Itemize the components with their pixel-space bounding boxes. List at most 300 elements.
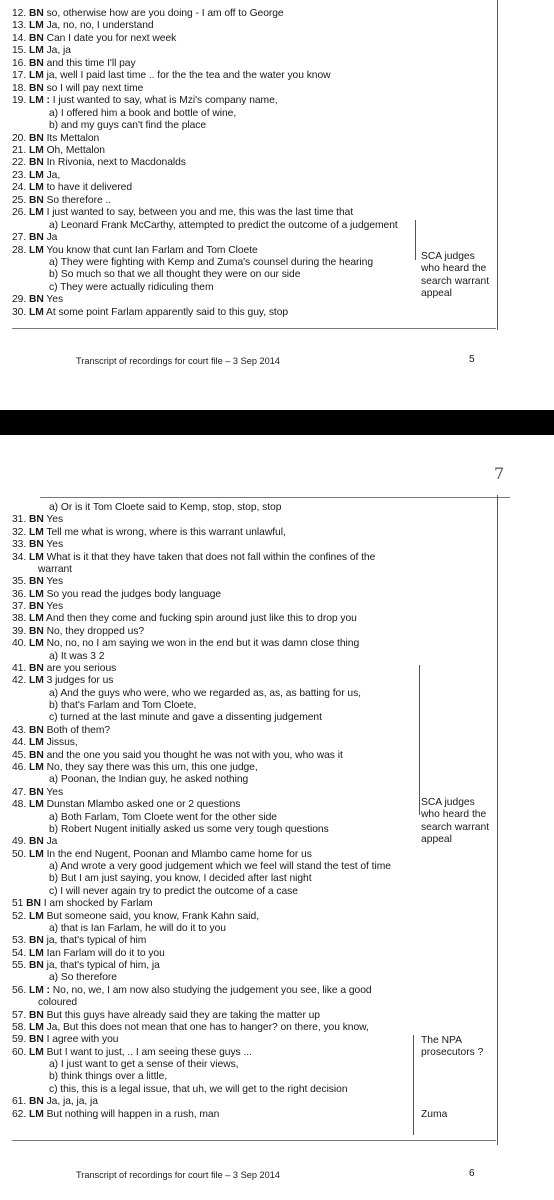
transcript-line xyxy=(12,170,60,182)
speaker-label: BN xyxy=(28,82,44,94)
line-number: a) xyxy=(49,502,59,513)
rule xyxy=(12,328,496,329)
transcript-line xyxy=(12,294,63,306)
margin-note-line: Zuma xyxy=(421,1109,448,1120)
line-number: 39. xyxy=(12,625,27,637)
transcript-line xyxy=(49,220,398,232)
speaker-label: LM xyxy=(28,207,44,219)
line-number: 42. xyxy=(12,675,27,687)
transcript-line xyxy=(12,1109,219,1121)
line-text: Ja, xyxy=(46,169,61,181)
transcript-line xyxy=(12,58,136,70)
line-number: c) xyxy=(49,1083,58,1095)
transcript-line xyxy=(12,245,258,257)
line-text: So you read the judges body language xyxy=(46,588,222,600)
speaker-label: BN xyxy=(26,898,41,910)
speaker-label: LM xyxy=(28,613,44,625)
speaker-label: LM xyxy=(28,910,44,922)
line-text: Yes xyxy=(46,601,64,613)
transcript-line xyxy=(12,95,278,107)
transcript-line xyxy=(49,873,312,885)
margin-note-line: search warrant xyxy=(421,275,490,287)
transcript-line xyxy=(12,539,63,551)
line-number: b) xyxy=(49,1071,59,1083)
transcript-line xyxy=(38,564,72,576)
transcript-line xyxy=(49,812,277,824)
line-text: Leonard Frank McCarthy, attempted to predict the outcome of a judgement xyxy=(60,219,398,231)
page-corner-mark: 7 xyxy=(494,464,505,483)
transcript-line xyxy=(49,923,226,935)
transcript-line xyxy=(12,195,111,207)
line-text: It was 3 2 xyxy=(60,650,105,662)
speaker-label: BN xyxy=(28,749,44,761)
line-number: 34. xyxy=(12,551,27,563)
speaker-label: LM xyxy=(28,1046,44,1058)
speaker-label: BN xyxy=(28,57,44,69)
line-number: a) xyxy=(49,861,59,873)
margin-note-line: who heard the xyxy=(421,809,487,821)
margin-note-line: who heard the xyxy=(421,263,487,275)
line-text: I am shocked by Farlam xyxy=(43,898,153,910)
line-number: 13. xyxy=(12,20,27,32)
line-text: And wrote a very good judgement which we feel will stand the test of time xyxy=(60,861,391,873)
line-number: 27. xyxy=(12,232,27,244)
margin-rule xyxy=(497,495,498,1145)
transcript-line xyxy=(49,824,329,836)
line-number: c) xyxy=(49,281,58,293)
transcript-line xyxy=(12,737,78,749)
line-number: 15. xyxy=(12,45,27,57)
line-number: b) xyxy=(49,269,59,281)
line-number: c) xyxy=(49,885,58,897)
transcript-line xyxy=(12,849,312,861)
line-number: a) xyxy=(49,922,59,934)
speaker-label: LM xyxy=(28,526,44,538)
line-text: You know that cunt Ian Farlam and Tom Cloete xyxy=(46,244,258,256)
line-text: Dunstan Mlambo asked one or 2 questions xyxy=(46,799,241,811)
margin-note xyxy=(421,251,489,301)
transcript-line xyxy=(49,1059,239,1071)
line-text: I offered him a book and bottle of wine, xyxy=(60,107,237,119)
line-number: 43. xyxy=(12,724,27,736)
line-text: warrant xyxy=(38,563,72,575)
line-text: No, they dropped us? xyxy=(46,625,145,637)
speaker-label: LM xyxy=(28,144,44,156)
speaker-label: BN xyxy=(28,232,44,244)
line-number: 56. xyxy=(12,984,27,996)
transcript-line xyxy=(12,935,146,947)
line-text: and my guys can't find the place xyxy=(60,120,207,132)
transcript-line xyxy=(49,972,117,984)
line-number: b) xyxy=(49,120,59,132)
margin-note-line: appeal xyxy=(421,834,452,846)
line-number: a) xyxy=(49,972,59,984)
speaker-label: BN xyxy=(28,1096,44,1108)
line-number: a) xyxy=(49,1059,59,1071)
transcript-line xyxy=(12,232,57,244)
line-number: 32. xyxy=(12,526,27,538)
line-number: a) xyxy=(49,107,59,119)
line-number: a) xyxy=(49,811,59,823)
transcript-line xyxy=(12,33,176,45)
line-text: coloured xyxy=(38,997,78,1009)
transcript-line xyxy=(12,725,110,737)
line-text: I just wanted to say, between you and me, this was the last time that xyxy=(46,207,354,219)
line-number: a) xyxy=(49,219,59,231)
speaker-label: BN xyxy=(28,1009,44,1021)
line-number: 24. xyxy=(12,182,27,194)
line-text: But I am just saying, you know, I decided after last night xyxy=(60,873,312,885)
speaker-label: LM xyxy=(28,70,44,82)
line-text: I will never again try to predict the outcome of a case xyxy=(60,885,298,897)
transcript-line xyxy=(49,108,236,120)
line-number: 23. xyxy=(12,169,27,181)
transcript-line xyxy=(12,663,116,675)
speaker-label: BN xyxy=(28,836,44,848)
line-number: 25. xyxy=(12,194,27,206)
line-text: No, no, we, I am now also studying the judgement you see, like a good xyxy=(52,984,372,996)
line-text: But nothing will happen in a rush, man xyxy=(46,1108,220,1120)
speaker-label: BN xyxy=(28,786,44,798)
transcript-line xyxy=(38,997,77,1009)
line-number: 60. xyxy=(12,1046,27,1058)
transcript-line xyxy=(12,799,240,811)
speaker-label: BN xyxy=(28,662,44,674)
transcript-line xyxy=(49,651,104,663)
line-text: that is Ian Farlam, he will do it to you xyxy=(60,922,226,934)
line-number: 22. xyxy=(12,157,27,169)
line-text: ja, that's typical of him, ja xyxy=(46,960,160,972)
line-number: 51 xyxy=(12,898,24,910)
line-text: Ja xyxy=(46,232,58,244)
speaker-label: LM xyxy=(28,761,44,773)
line-number: a) xyxy=(49,687,59,699)
speaker-label: BN xyxy=(28,194,44,206)
line-number: 55. xyxy=(12,960,27,972)
transcript-line xyxy=(12,985,372,997)
line-text: are you serious xyxy=(46,662,117,674)
line-text: Yes xyxy=(46,539,64,551)
line-text: 3 judges for us xyxy=(46,675,114,687)
transcript-line xyxy=(12,1010,320,1022)
line-text: In Rivonia, next to Macdonalds xyxy=(46,157,186,169)
speaker-label: BN xyxy=(28,514,44,526)
line-text: No, no, no I am saying we won in the end but it was damn close thing xyxy=(46,638,360,650)
transcript-line xyxy=(12,1047,252,1059)
line-number: a) xyxy=(49,774,59,786)
line-text: Both of them? xyxy=(46,724,111,736)
line-text: Ja, ja xyxy=(46,45,71,57)
speaker-label: LM xyxy=(28,848,44,860)
line-number: 16. xyxy=(12,57,27,69)
line-text: So much so that we all thought they were on our side xyxy=(60,269,301,281)
margin-rule xyxy=(413,1035,414,1135)
transcript-line xyxy=(49,712,322,724)
line-text: What is it that they have taken that does not fall within the confines of the xyxy=(46,551,376,563)
transcript-line xyxy=(12,638,359,650)
margin-rule xyxy=(419,665,420,815)
speaker-label: BN xyxy=(28,576,44,588)
transcript-line xyxy=(12,552,375,564)
line-text: So therefore xyxy=(60,972,117,984)
line-number: 62. xyxy=(12,1108,27,1120)
speaker-label: BN xyxy=(28,32,44,44)
line-number: 29. xyxy=(12,294,27,306)
transcript-line xyxy=(12,83,143,95)
transcript-line xyxy=(12,527,286,539)
line-number: a) xyxy=(49,650,59,662)
line-number: 31. xyxy=(12,514,27,526)
transcript-page-5 xyxy=(0,0,554,410)
transcript-line xyxy=(49,688,361,700)
line-number: 28. xyxy=(12,244,27,256)
transcript-line xyxy=(12,133,99,145)
transcript-line xyxy=(12,898,153,910)
transcript-line xyxy=(49,269,300,281)
speaker-label: BN xyxy=(28,294,44,306)
line-text: I just want to get a sense of their views, xyxy=(60,1059,239,1071)
line-text: Yes xyxy=(46,576,64,588)
line-number: a) xyxy=(49,257,59,268)
transcript-line xyxy=(49,861,391,873)
speaker-label: LM : xyxy=(28,95,50,107)
line-number: b) xyxy=(49,823,59,835)
line-text: But this guys have already said they are taking the matter up xyxy=(46,1009,320,1021)
line-text: to have it delivered xyxy=(46,182,133,194)
rule xyxy=(12,1140,496,1141)
line-number: b) xyxy=(49,873,59,885)
line-number: 14. xyxy=(12,32,27,44)
line-text: Yes xyxy=(46,294,64,306)
line-number: 61. xyxy=(12,1096,27,1108)
line-number: 18. xyxy=(12,82,27,94)
line-text: Its Mettalon xyxy=(46,132,100,144)
line-text: Jissus, xyxy=(46,737,78,749)
margin-note-line: prosecutors ? xyxy=(421,1047,484,1059)
transcript-line xyxy=(12,589,221,601)
speaker-label: BN xyxy=(28,1034,44,1046)
line-number: 12. xyxy=(12,8,27,19)
line-text: Ja, But this does not mean that one has to hanger? on there, you know, xyxy=(46,1021,369,1033)
speaker-label: BN xyxy=(28,625,44,637)
transcript-line xyxy=(49,120,206,132)
speaker-label: BN xyxy=(28,539,44,551)
line-text: Can I date you for next week xyxy=(46,32,177,44)
transcript-line xyxy=(12,70,331,82)
page-footer: Transcript of recordings for court file – 3 Sep 2014 xyxy=(76,1170,280,1180)
margin-rule xyxy=(415,220,416,260)
line-text: Ja, no, no, I understand xyxy=(46,20,154,32)
line-text: But someone said, you know, Frank Kahn said, xyxy=(46,910,260,922)
transcript-line xyxy=(12,762,258,774)
line-number: 36. xyxy=(12,588,27,600)
speaker-label: LM xyxy=(28,244,44,256)
line-number: b) xyxy=(49,700,59,712)
line-number: 21. xyxy=(12,144,27,156)
speaker-label: LM xyxy=(28,20,44,32)
line-number: 54. xyxy=(12,947,27,959)
line-text: Ian Farlam will do it to you xyxy=(46,947,165,959)
margin-note-line: The NPA xyxy=(421,1035,463,1046)
line-text: this, this is a legal issue, that uh, we will get to the right decision xyxy=(60,1083,348,1095)
line-number: 53. xyxy=(12,935,27,947)
line-number: 45. xyxy=(12,749,27,761)
transcript-line xyxy=(49,1071,167,1083)
speaker-label: BN xyxy=(28,960,44,972)
line-number: 41. xyxy=(12,662,27,674)
line-text: But I want to just, .. I am seeing these guys ... xyxy=(46,1046,252,1058)
margin-note-line: search warrant xyxy=(421,821,490,833)
line-number: 35. xyxy=(12,576,27,588)
transcript-line xyxy=(12,613,357,625)
speaker-label: LM : xyxy=(28,984,50,996)
transcript-line xyxy=(12,20,154,32)
speaker-label: BN xyxy=(28,132,44,144)
line-number: 49. xyxy=(12,836,27,848)
transcript-line xyxy=(12,307,288,319)
line-text: Oh, Mettalon xyxy=(46,144,105,156)
speaker-label: LM xyxy=(28,799,44,811)
margin-note-line: SCA judges xyxy=(421,797,475,808)
transcript-line xyxy=(12,1034,118,1046)
line-text: Tell me what is wrong, where is this warrant unlawful, xyxy=(46,526,286,538)
page-footer: Transcript of recordings for court file – 3 Sep 2014 xyxy=(76,356,280,366)
transcript-line xyxy=(49,502,281,514)
line-text: and this time I'll pay xyxy=(46,57,136,69)
line-text: They were actually ridiculing them xyxy=(60,281,214,293)
speaker-label: LM xyxy=(28,638,44,650)
speaker-label: BN xyxy=(28,935,44,947)
line-text: that's Farlam and Tom Cloete, xyxy=(60,700,197,712)
transcript-line xyxy=(12,750,343,762)
rule xyxy=(40,497,510,498)
speaker-label: LM xyxy=(28,588,44,600)
line-text: ja, well I paid last time .. for the the tea and the water you know xyxy=(46,70,331,82)
page-number: 6 xyxy=(469,1168,475,1179)
line-number: 46. xyxy=(12,761,27,773)
transcript-line xyxy=(12,787,63,799)
transcript-line xyxy=(12,911,259,923)
line-number: 44. xyxy=(12,737,27,749)
line-number: 30. xyxy=(12,306,27,318)
transcript-line xyxy=(49,774,248,786)
margin-rule xyxy=(497,0,498,330)
transcript-line xyxy=(49,700,196,712)
speaker-label: LM xyxy=(28,1108,44,1120)
transcript-line xyxy=(12,207,353,219)
line-number: 26. xyxy=(12,207,27,219)
line-text: turned at the last minute and gave a dissenting judgement xyxy=(60,712,322,724)
speaker-label: LM xyxy=(28,169,44,181)
transcript-line xyxy=(12,8,284,20)
line-text: At some point Farlam apparently said to this guy, stop xyxy=(46,306,289,318)
line-text: I agree with you xyxy=(46,1034,119,1046)
transcript-line xyxy=(49,282,214,294)
speaker-label: BN xyxy=(28,8,44,19)
speaker-label: LM xyxy=(28,182,44,194)
line-number: 33. xyxy=(12,539,27,551)
speaker-label: LM xyxy=(28,306,44,318)
line-number: 47. xyxy=(12,786,27,798)
speaker-label: LM xyxy=(28,947,44,959)
line-number: 40. xyxy=(12,638,27,650)
transcript-line xyxy=(12,157,186,169)
line-text: Yes xyxy=(46,786,64,798)
line-number: 58. xyxy=(12,1021,27,1033)
transcript-line xyxy=(12,960,160,972)
transcript-line xyxy=(12,145,105,157)
margin-note-line: appeal xyxy=(421,288,452,300)
line-text: And the guys who were, who we regarded as, as, as batting for us, xyxy=(60,687,361,699)
line-number: 19. xyxy=(12,95,27,107)
speaker-label: BN xyxy=(28,601,44,613)
line-number: 59. xyxy=(12,1034,27,1046)
line-text: and the one you said you thought he was not with you, who was it xyxy=(46,749,343,761)
line-text: Or is it Tom Cloete said to Kemp, stop, stop, stop xyxy=(60,502,282,513)
transcript-line xyxy=(12,601,63,613)
line-text: ja, that's typical of him xyxy=(46,935,147,947)
line-text: Ja xyxy=(46,836,58,848)
speaker-label: BN xyxy=(28,157,44,169)
line-text: In the end Nugent, Poonan and Mlambo came home for us xyxy=(46,848,312,860)
speaker-label: BN xyxy=(28,724,44,736)
transcript-line xyxy=(49,257,373,269)
line-text: And then they come and fucking spin around just like this to drop you xyxy=(46,613,357,625)
line-text: So therefore .. xyxy=(46,194,112,206)
margin-note-line: SCA judges xyxy=(421,251,475,262)
line-text: They were fighting with Kemp and Zuma's counsel during the hearing xyxy=(60,257,374,268)
line-text: No, they say there was this um, this one judge, xyxy=(46,761,258,773)
line-number: 37. xyxy=(12,601,27,613)
transcript-line xyxy=(12,675,113,687)
transcript-line xyxy=(12,836,57,848)
line-text: so I will pay next time xyxy=(46,82,144,94)
margin-note xyxy=(421,797,489,847)
line-number: 20. xyxy=(12,132,27,144)
line-number: c) xyxy=(49,712,58,724)
line-number: 38. xyxy=(12,613,27,625)
transcript-line xyxy=(12,1096,98,1108)
transcript-line xyxy=(49,1084,348,1096)
transcript-line xyxy=(12,948,165,960)
line-number: 52. xyxy=(12,910,27,922)
speaker-label: LM xyxy=(28,551,44,563)
line-text: think things over a little, xyxy=(60,1071,168,1083)
line-number: 50. xyxy=(12,848,27,860)
transcript-line xyxy=(12,182,132,194)
transcript-line xyxy=(12,45,71,57)
speaker-label: LM xyxy=(28,737,44,749)
speaker-label: LM xyxy=(28,675,44,687)
transcript-line xyxy=(12,514,63,526)
line-text: Yes xyxy=(46,514,64,526)
transcript-line xyxy=(12,576,63,588)
speaker-label: LM xyxy=(28,1021,44,1033)
line-number: 57. xyxy=(12,1009,27,1021)
line-text: Ja, ja, ja, ja xyxy=(46,1096,98,1108)
page-number: 5 xyxy=(469,354,475,365)
line-text: Robert Nugent initially asked us some very tough questions xyxy=(60,823,329,835)
transcript-page-6 xyxy=(0,435,554,1200)
transcript-line xyxy=(49,886,298,898)
margin-note xyxy=(421,1035,483,1060)
line-text: Both Farlam, Tom Cloete went for the other side xyxy=(60,811,277,823)
transcript-line xyxy=(12,626,144,638)
margin-note xyxy=(421,1109,447,1121)
line-number: 17. xyxy=(12,70,27,82)
speaker-label: LM xyxy=(28,45,44,57)
line-text: Poonan, the Indian guy, he asked nothing xyxy=(60,774,249,786)
